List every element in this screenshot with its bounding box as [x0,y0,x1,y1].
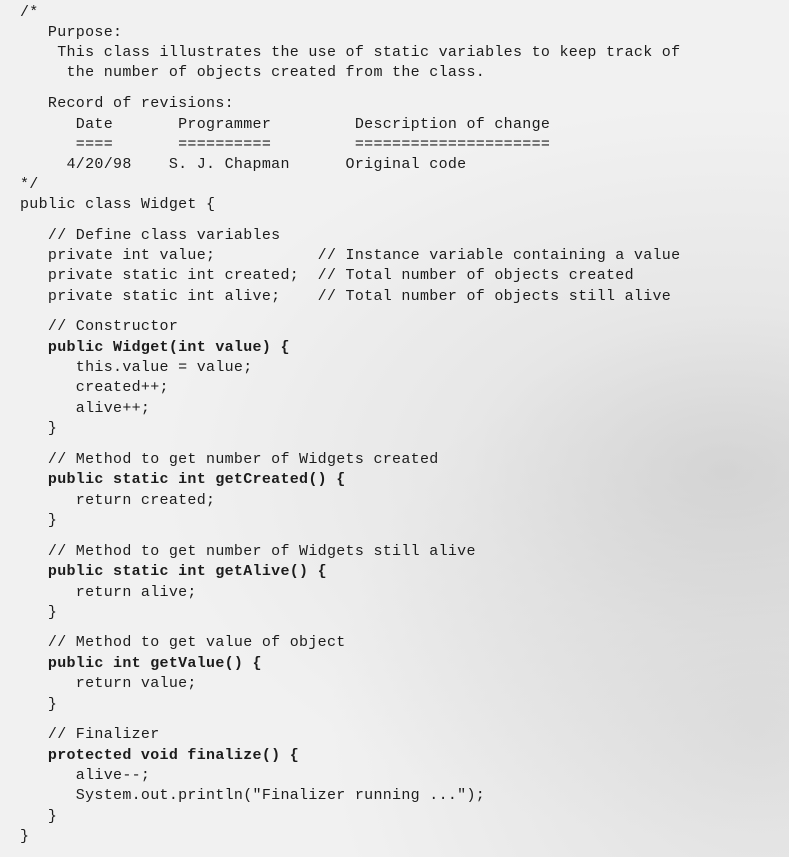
code-line: protected void finalize() { [20,747,300,764]
code-line: return created; [20,492,216,509]
code-line: } [20,512,58,529]
code-line: private static int alive; // Total number of objects still alive [20,288,672,305]
code-line: the number of objects created from the class. [20,64,486,81]
code-line: } [20,696,58,713]
code-line: return alive; [20,584,197,601]
code-line: // Method to get value of object [20,634,346,651]
code-line: // Finalizer [20,726,160,743]
code-line: alive--; [20,767,151,784]
code-line: } [20,808,58,825]
code-line: } [20,828,30,845]
code-line: created++; [20,379,169,396]
code-line: 4/20/98 S. J. Chapman Original code [20,156,467,173]
code-line: Date Programmer Description of change [20,116,551,133]
code-line: public static int getAlive() { [20,563,327,580]
code-line: Purpose: [20,24,123,41]
code-line: System.out.println("Finalizer running ..."); [20,787,486,804]
code-line: // Define class variables [20,227,281,244]
code-line: public class Widget { [20,196,216,213]
code-line: ==== ========== ===================== [20,136,551,153]
code-line: This class illustrates the use of static variables to keep track of [20,44,681,61]
code-line: this.value = value; [20,359,253,376]
code-line: // Method to get number of Widgets created [20,451,439,468]
code-line: private static int created; // Total number of objects created [20,267,634,284]
code-line: /* [20,4,39,21]
code-line: public static int getCreated() { [20,471,346,488]
code-line: */ [20,176,39,193]
code-line: public Widget(int value) { [20,339,290,356]
code-line: alive++; [20,400,151,417]
code-line: return value; [20,675,197,692]
code-line: } [20,604,58,621]
code-line: Record of revisions: [20,95,234,112]
code-line: public int getValue() { [20,655,262,672]
code-line: // Method to get number of Widgets still alive [20,543,476,560]
code-line: private int value; // Instance variable containing a value [20,247,681,264]
code-line: } [20,420,58,437]
code-line: // Constructor [20,318,179,335]
